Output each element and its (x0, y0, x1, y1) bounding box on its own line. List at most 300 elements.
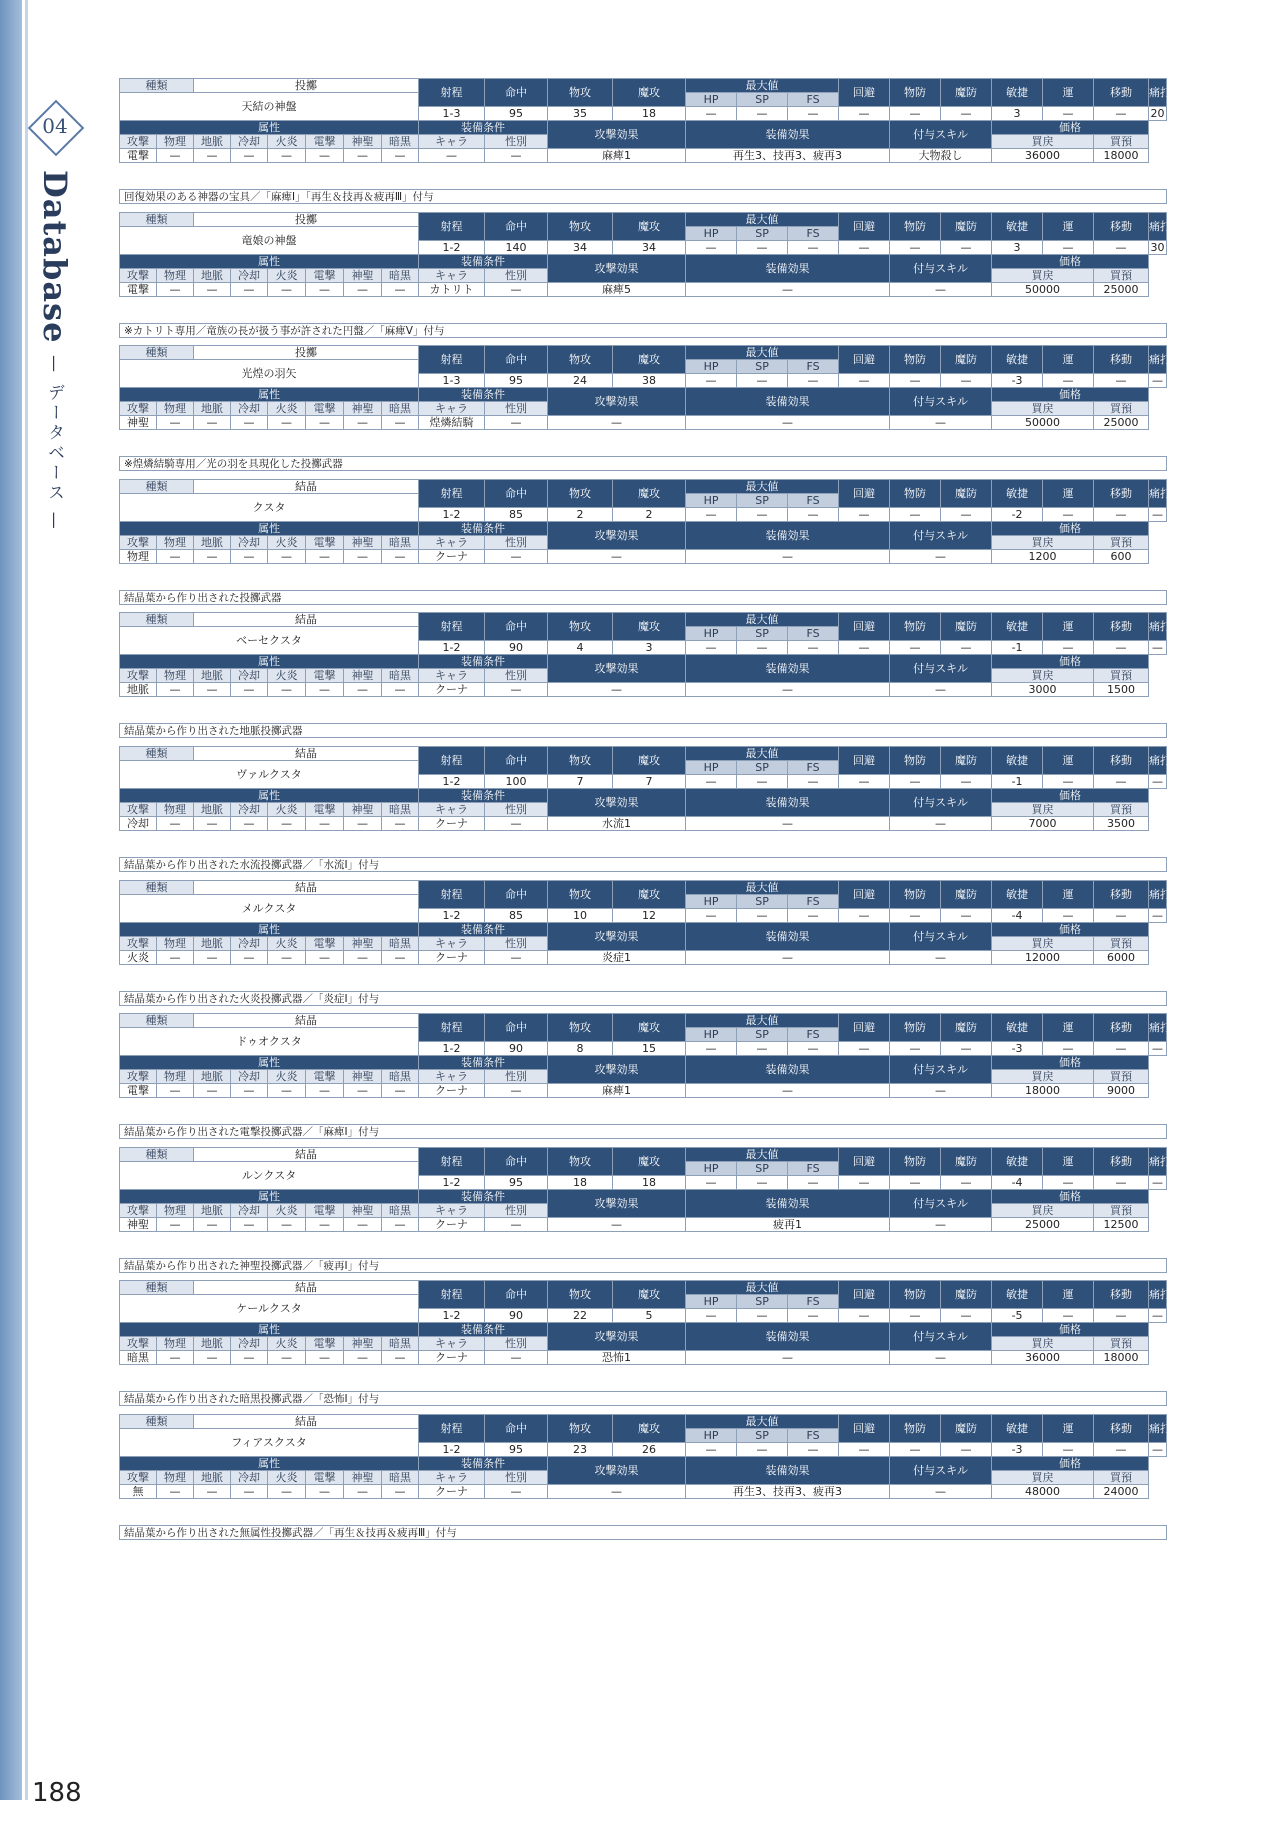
stat-value: — (839, 641, 890, 655)
sp-header: SP (737, 1161, 788, 1175)
matk-header: 魔攻 (613, 1147, 686, 1175)
gender-header: 性別 (485, 135, 548, 149)
sp-header: SP (737, 1429, 788, 1443)
evade-header: 回避 (839, 747, 890, 775)
stat-value: — (1094, 507, 1149, 521)
equip-cond-header: 装備条件 (419, 1457, 548, 1471)
attribute-value: — (157, 683, 194, 697)
attribute-label: 冷却 (231, 803, 268, 817)
item-table (119, 1147, 1172, 1232)
equip-effect-value: 疲再1 (686, 1217, 890, 1231)
item-name: ドゥオクスタ (120, 1028, 419, 1056)
sell-value: 25000 (1094, 282, 1149, 296)
buy-header: 買戻 (992, 803, 1094, 817)
attribute-value: — (382, 1351, 419, 1365)
stat-value: — (1094, 1042, 1149, 1056)
attribute-value: — (268, 549, 306, 563)
hp-header: HP (686, 360, 737, 374)
atk-effect-header: 攻撃効果 (548, 655, 686, 683)
chara-value: カトリト (419, 282, 485, 296)
atk-effect-header: 攻撃効果 (548, 1457, 686, 1485)
buy-header: 買戻 (992, 1337, 1094, 1351)
gender-header: 性別 (485, 936, 548, 950)
stat-value: — (941, 374, 992, 388)
range-header: 射程 (419, 212, 485, 240)
stat-value: — (890, 107, 941, 121)
stat-value: — (686, 1042, 737, 1056)
attribute-label: 攻撃 (120, 1203, 157, 1217)
stat-value: — (737, 1175, 788, 1189)
buy-value: 36000 (992, 149, 1094, 163)
crit-header: 痛打 (1149, 1147, 1167, 1175)
stat-value: 1-3 (419, 374, 485, 388)
attribute-label: 攻撃 (120, 135, 157, 149)
stat-value: — (1094, 107, 1149, 121)
sell-header: 買預 (1094, 402, 1149, 416)
stat-value: — (941, 908, 992, 922)
sell-value: 3500 (1094, 817, 1149, 831)
attribute-value: — (344, 950, 382, 964)
skill-value: — (890, 950, 992, 964)
range-header: 射程 (419, 479, 485, 507)
gender-value: — (485, 1084, 548, 1098)
chara-value: クーナ (419, 1485, 485, 1499)
evade-header: 回避 (839, 613, 890, 641)
max-header: 最大値 (686, 212, 839, 226)
luck-header: 運 (1043, 1415, 1094, 1443)
attribute-value-row (120, 683, 1167, 697)
max-header: 最大値 (686, 880, 839, 894)
attribute-value: — (268, 282, 306, 296)
buy-value: 1200 (992, 549, 1094, 563)
attribute-value: — (268, 1485, 306, 1499)
fs-header: FS (788, 894, 839, 908)
gender-value: — (485, 950, 548, 964)
attribute-header: 属性 (120, 1457, 419, 1471)
item-category: 投擲 (194, 79, 419, 93)
attribute-value: — (194, 549, 231, 563)
pdef-header: 物防 (890, 1281, 941, 1309)
atk-effect-value: — (548, 416, 686, 430)
attribute-value: — (231, 817, 268, 831)
kind-label: 種類 (120, 346, 194, 360)
luck-header: 運 (1043, 1147, 1094, 1175)
sp-header: SP (737, 894, 788, 908)
attribute-label: 地脈 (194, 1203, 231, 1217)
patk-header: 物攻 (548, 212, 613, 240)
item-note: 結晶葉から作り出された投擲武器 (119, 590, 1167, 605)
stat-value: -3 (992, 374, 1043, 388)
stat-value: — (941, 641, 992, 655)
item-name: クスタ (120, 493, 419, 521)
range-header: 射程 (419, 613, 485, 641)
matk-header: 魔攻 (613, 479, 686, 507)
stat-value: -3 (992, 1443, 1043, 1457)
evade-header: 回避 (839, 212, 890, 240)
stat-value: — (737, 1443, 788, 1457)
stat-value: — (1043, 107, 1094, 121)
stat-value: — (1094, 374, 1149, 388)
stat-value: — (686, 240, 737, 254)
attribute-label: 電撃 (306, 803, 344, 817)
hit-header: 命中 (485, 1415, 548, 1443)
attribute-label: 攻撃 (120, 936, 157, 950)
stat-value: 18 (613, 1175, 686, 1189)
price-header: 価格 (992, 922, 1149, 936)
agi-header: 敏捷 (992, 880, 1043, 908)
attribute-value: 神聖 (120, 1217, 157, 1231)
stat-value: 18 (613, 107, 686, 121)
equip-effect-value: 再生3、技再3、疲再3 (686, 149, 890, 163)
attribute-header: 属性 (120, 1056, 419, 1070)
stat-value: — (788, 1443, 839, 1457)
attribute-value: — (344, 683, 382, 697)
attribute-value: — (268, 1217, 306, 1231)
attribute-value-row (120, 549, 1167, 563)
stat-value: — (890, 908, 941, 922)
stat-value: — (788, 374, 839, 388)
attribute-label: 地脈 (194, 669, 231, 683)
atk-effect-header: 攻撃効果 (548, 1189, 686, 1217)
price-header: 価格 (992, 1056, 1149, 1070)
hp-header: HP (686, 1161, 737, 1175)
equip-effect-value: — (686, 683, 890, 697)
equip-effect-header: 装備効果 (686, 1056, 890, 1084)
stat-value: 20 (1150, 107, 1165, 120)
fs-header: FS (788, 627, 839, 641)
fs-header: FS (788, 1161, 839, 1175)
agi-header: 敏捷 (992, 1014, 1043, 1042)
stat-value: — (890, 1042, 941, 1056)
hit-header: 命中 (485, 79, 548, 107)
sell-header: 買預 (1094, 803, 1149, 817)
attribute-label: 攻撃 (120, 669, 157, 683)
attribute-value: — (382, 683, 419, 697)
attribute-label: 地脈 (194, 135, 231, 149)
fs-header: FS (788, 226, 839, 240)
item-name: メルクスタ (120, 894, 419, 922)
move-header: 移動 (1094, 479, 1149, 507)
buy-header: 買戻 (992, 1070, 1094, 1084)
chara-header: キャラ (419, 1337, 485, 1351)
matk-header: 魔攻 (613, 1415, 686, 1443)
fs-header: FS (788, 493, 839, 507)
attribute-value: — (306, 549, 344, 563)
stat-value: — (1094, 908, 1149, 922)
atk-effect-value: 麻痺1 (548, 149, 686, 163)
stat-value: — (1094, 641, 1149, 655)
agi-header: 敏捷 (992, 479, 1043, 507)
gender-value: — (485, 149, 548, 163)
skill-header: 付与スキル (890, 655, 992, 683)
attribute-label: 神聖 (344, 268, 382, 282)
stat-value: — (839, 1443, 890, 1457)
attribute-label: 攻撃 (120, 1337, 157, 1351)
attribute-value: — (344, 1217, 382, 1231)
atk-effect-header: 攻撃効果 (548, 121, 686, 149)
stat-value: — (788, 1175, 839, 1189)
gender-header: 性別 (485, 1070, 548, 1084)
attribute-label: 物理 (157, 803, 194, 817)
pdef-header: 物防 (890, 479, 941, 507)
equip-cond-header: 装備条件 (419, 1056, 548, 1070)
equip-cond-header: 装備条件 (419, 521, 548, 535)
stat-value: — (737, 775, 788, 789)
buy-value: 18000 (992, 1084, 1094, 1098)
price-header: 価格 (992, 254, 1149, 268)
chara-header: キャラ (419, 535, 485, 549)
evade-header: 回避 (839, 1415, 890, 1443)
stat-value: -5 (992, 1309, 1043, 1323)
chara-value: クーナ (419, 683, 485, 697)
hit-header: 命中 (485, 1281, 548, 1309)
chara-value: クーナ (419, 817, 485, 831)
skill-header: 付与スキル (890, 922, 992, 950)
stat-value: — (1149, 1175, 1167, 1189)
sp-header: SP (737, 93, 788, 107)
attribute-value: — (194, 416, 231, 430)
equip-effect-header: 装備効果 (686, 922, 890, 950)
attribute-label: 物理 (157, 402, 194, 416)
mdef-header: 魔防 (941, 212, 992, 240)
attribute-value: — (306, 1084, 344, 1098)
max-header: 最大値 (686, 1415, 839, 1429)
equip-effect-header: 装備効果 (686, 388, 890, 416)
price-header: 価格 (992, 1457, 1149, 1471)
chapter-number: 04 (42, 114, 68, 138)
stat-value: — (788, 775, 839, 789)
item-table (119, 1013, 1172, 1098)
stat-value: 34 (613, 240, 686, 254)
patk-header: 物攻 (548, 479, 613, 507)
attribute-value: — (306, 1217, 344, 1231)
atk-effect-value: 水流1 (548, 817, 686, 831)
stat-value: 34 (548, 240, 613, 254)
item-note: 結晶葉から作り出された暗黒投擲武器／「恐怖Ⅰ」付与 (119, 1391, 1167, 1406)
item-card (119, 746, 1172, 872)
stat-value: — (788, 507, 839, 521)
mdef-header: 魔防 (941, 479, 992, 507)
item-category: 結晶 (194, 1281, 419, 1295)
item-note: 結晶葉から作り出された無属性投擲武器／「再生＆技再＆疲再Ⅲ」付与 (119, 1525, 1167, 1540)
atk-effect-value: 麻痺5 (548, 282, 686, 296)
attribute-label: 火炎 (268, 1203, 306, 1217)
mdef-header: 魔防 (941, 747, 992, 775)
agi-header: 敏捷 (992, 212, 1043, 240)
item-name: ケールクスタ (120, 1295, 419, 1323)
mdef-header: 魔防 (941, 1014, 992, 1042)
item-card (119, 1013, 1172, 1139)
gender-value: — (485, 1351, 548, 1365)
hp-header: HP (686, 1295, 737, 1309)
sell-header: 買預 (1094, 268, 1149, 282)
attribute-value: — (157, 549, 194, 563)
item-category: 結晶 (194, 747, 419, 761)
equip-cond-header: 装備条件 (419, 922, 548, 936)
skill-header: 付与スキル (890, 388, 992, 416)
stat-value: — (686, 507, 737, 521)
sell-value: 25000 (1094, 416, 1149, 430)
stat-value: — (686, 107, 737, 121)
attribute-value: — (382, 282, 419, 296)
stat-value: — (788, 641, 839, 655)
stat-value: — (941, 775, 992, 789)
stat-value: 24 (548, 374, 613, 388)
attribute-value: — (157, 950, 194, 964)
attribute-label: 冷却 (231, 1337, 268, 1351)
buy-header: 買戻 (992, 936, 1094, 950)
attribute-label: 物理 (157, 1337, 194, 1351)
kind-label: 種類 (120, 880, 194, 894)
attribute-value: — (231, 1485, 268, 1499)
attribute-label: 電撃 (306, 402, 344, 416)
attribute-value: — (344, 1485, 382, 1499)
attribute-label: 攻撃 (120, 1070, 157, 1084)
range-header: 射程 (419, 1415, 485, 1443)
range-header: 射程 (419, 880, 485, 908)
attribute-value: — (344, 282, 382, 296)
sp-header: SP (737, 360, 788, 374)
attribute-value: — (382, 549, 419, 563)
attribute-label: 地脈 (194, 1337, 231, 1351)
buy-header: 買戻 (992, 1203, 1094, 1217)
stat-value: -1 (992, 775, 1043, 789)
range-header: 射程 (419, 1281, 485, 1309)
range-header: 射程 (419, 1147, 485, 1175)
stat-value: — (737, 374, 788, 388)
mdef-header: 魔防 (941, 1415, 992, 1443)
max-header: 最大値 (686, 479, 839, 493)
stat-value: — (788, 1309, 839, 1323)
patk-header: 物攻 (548, 1415, 613, 1443)
pdef-header: 物防 (890, 1147, 941, 1175)
hit-header: 命中 (485, 346, 548, 374)
buy-header: 買戻 (992, 535, 1094, 549)
stat-value: 23 (548, 1443, 613, 1457)
attribute-value: — (194, 1217, 231, 1231)
atk-effect-value: 炎症1 (548, 950, 686, 964)
stat-value: — (1094, 1175, 1149, 1189)
chara-header: キャラ (419, 402, 485, 416)
hit-header: 命中 (485, 212, 548, 240)
gender-value: — (485, 683, 548, 697)
item-name: 天結の神盤 (120, 93, 419, 121)
attribute-value: — (157, 1217, 194, 1231)
page-sidebar-band (0, 0, 22, 1800)
hit-header: 命中 (485, 880, 548, 908)
gender-header: 性別 (485, 1337, 548, 1351)
kind-label: 種類 (120, 1415, 194, 1429)
skill-header: 付与スキル (890, 521, 992, 549)
sp-header: SP (737, 1295, 788, 1309)
luck-header: 運 (1043, 479, 1094, 507)
attribute-label: 暗黒 (382, 803, 419, 817)
kind-label: 種類 (120, 79, 194, 93)
attribute-label: 火炎 (268, 669, 306, 683)
attribute-label: 火炎 (268, 1471, 306, 1485)
atk-effect-header: 攻撃効果 (548, 1323, 686, 1351)
sell-value: 9000 (1094, 1084, 1149, 1098)
agi-header: 敏捷 (992, 1415, 1043, 1443)
stat-value: — (788, 908, 839, 922)
crit-header: 痛打 (1149, 880, 1167, 908)
stat-value: 2 (613, 507, 686, 521)
equip-cond-header: 装備条件 (419, 121, 548, 135)
buy-value: 25000 (992, 1217, 1094, 1231)
stat-value: — (1043, 1175, 1094, 1189)
stat-value: — (1094, 1309, 1149, 1323)
equip-effect-header: 装備効果 (686, 1323, 890, 1351)
fs-header: FS (788, 93, 839, 107)
item-note: ※カトリト専用／竜族の長が扱う事が許された円盤／「麻痺Ⅴ」付与 (119, 323, 1167, 338)
attribute-value-row (120, 817, 1167, 831)
attribute-value-row (120, 1351, 1167, 1365)
item-name: フィアスクスタ (120, 1429, 419, 1457)
attribute-value-row (120, 282, 1167, 296)
pdef-header: 物防 (890, 613, 941, 641)
skill-header: 付与スキル (890, 1056, 992, 1084)
attribute-label: 電撃 (306, 268, 344, 282)
attribute-label: 冷却 (231, 135, 268, 149)
gender-value: — (485, 1485, 548, 1499)
chara-value: — (419, 149, 485, 163)
hp-header: HP (686, 1429, 737, 1443)
chara-value: クーナ (419, 549, 485, 563)
attribute-label: 暗黒 (382, 268, 419, 282)
item-card (119, 212, 1172, 338)
attribute-value-row (120, 149, 1167, 163)
attribute-label: 神聖 (344, 1203, 382, 1217)
mdef-header: 魔防 (941, 346, 992, 374)
stat-value: — (686, 775, 737, 789)
matk-header: 魔攻 (613, 212, 686, 240)
gender-header: 性別 (485, 803, 548, 817)
stat-value: 90 (485, 641, 548, 655)
stat-value: — (839, 507, 890, 521)
chara-header: キャラ (419, 1471, 485, 1485)
patk-header: 物攻 (548, 747, 613, 775)
skill-header: 付与スキル (890, 1457, 992, 1485)
attribute-label: 物理 (157, 1070, 194, 1084)
attribute-label: 神聖 (344, 803, 382, 817)
atk-effect-header: 攻撃効果 (548, 254, 686, 282)
attribute-header: 属性 (120, 789, 419, 803)
item-card (119, 78, 1172, 204)
stat-value: — (941, 507, 992, 521)
attribute-value: — (382, 817, 419, 831)
attribute-value: — (306, 683, 344, 697)
stat-value: — (686, 908, 737, 922)
stat-value: — (1043, 1309, 1094, 1323)
max-header: 最大値 (686, 747, 839, 761)
attribute-value: — (344, 1084, 382, 1098)
luck-header: 運 (1043, 212, 1094, 240)
attribute-label: 地脈 (194, 936, 231, 950)
equip-effect-header: 装備効果 (686, 521, 890, 549)
luck-header: 運 (1043, 1014, 1094, 1042)
sell-header: 買預 (1094, 1337, 1149, 1351)
item-note: 結晶葉から作り出された電撃投擲武器／「麻痺Ⅰ」付与 (119, 1124, 1167, 1139)
item-note: 結晶葉から作り出された水流投擲武器／「水流Ⅰ」付与 (119, 857, 1167, 872)
attribute-label: 神聖 (344, 402, 382, 416)
sell-value: 18000 (1094, 149, 1149, 163)
sp-header: SP (737, 226, 788, 240)
skill-header: 付与スキル (890, 1189, 992, 1217)
hit-header: 命中 (485, 613, 548, 641)
atk-effect-header: 攻撃効果 (548, 922, 686, 950)
hit-header: 命中 (485, 1014, 548, 1042)
range-header: 射程 (419, 1014, 485, 1042)
